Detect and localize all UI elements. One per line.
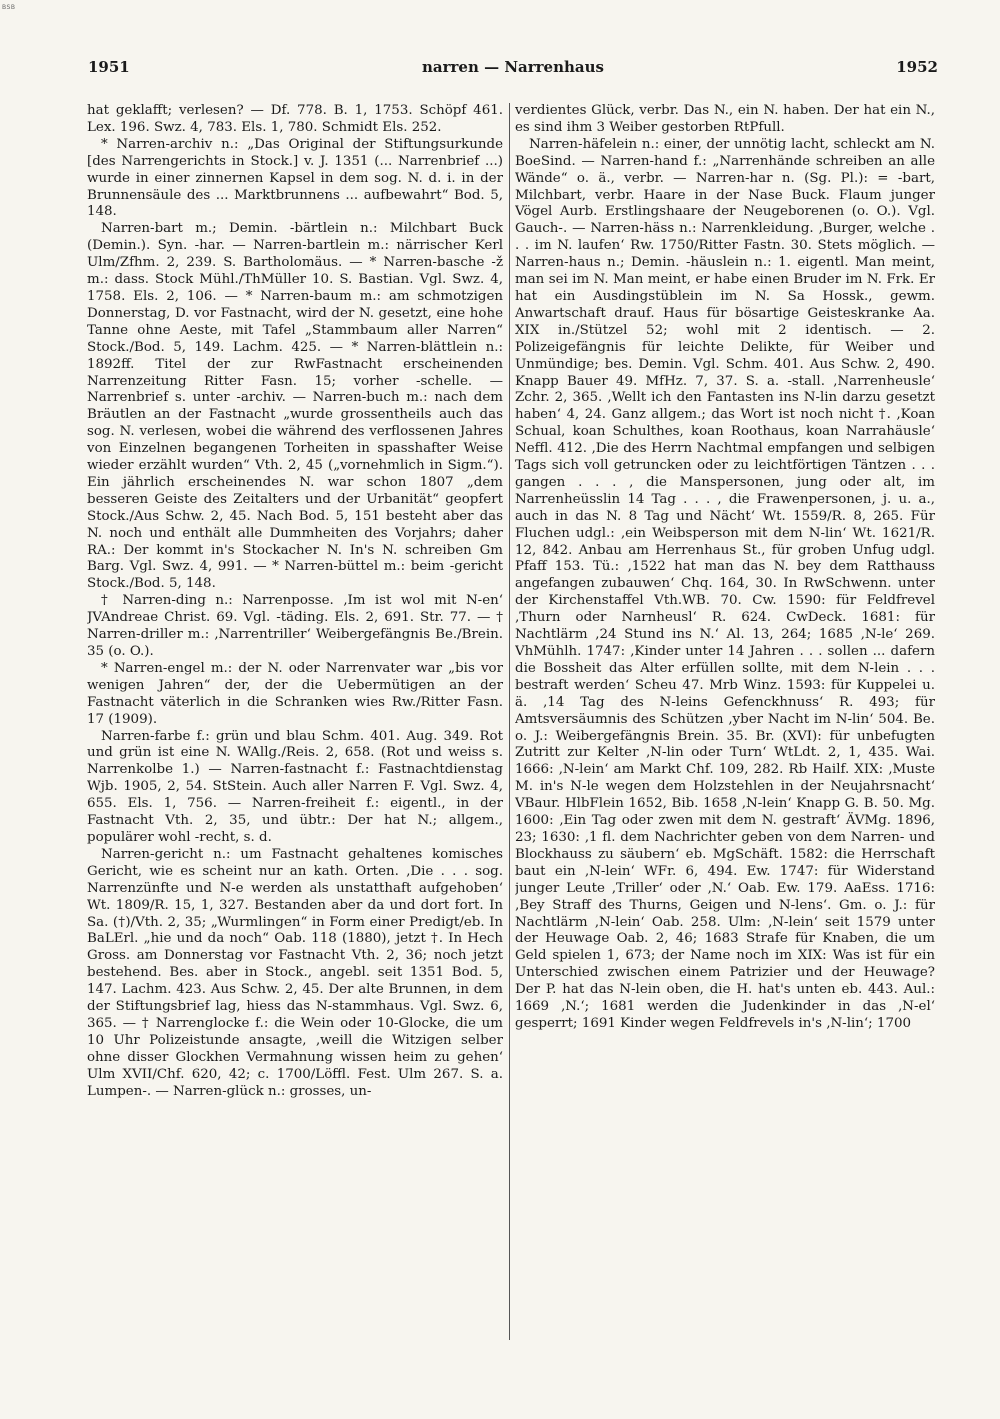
entry-narren-farbe: Narren-farbe f.: grün und blau Schm. 401. Aug. 349. Rot und grün ist eine N. WAllg./Reis. 2, 658. (Rot und weiss s. Narrenkolbe 1.) — Narren-fastnacht f.: Fastnachtdienstag Wjb. 1905, 2, 54. StStein. Auch aller Narren F. Vgl. Swz. 4, 655. Els. 1, 756. — Narren-freiheit f.: eigentl., in der Fastnacht Vth. 2, 35, und übtr.: Der hat N.; allgem., populärer wohl -recht, s. d. — [87, 728, 503, 845]
left-column — [87, 103, 503, 1100]
entry-narren-ding: † Narren-ding n.: Narrenposse. ‚Im ist wol mit N-en‘ JVAndreae Christ. 69. Vgl. -täding. Els. 2, 691. Str. 77. — † Narren-driller m.: ‚Narrentriller‘ Weibergefängnis Be./Brein. 35 (o. O.). — [87, 593, 503, 659]
column-divider — [509, 103, 510, 1340]
entry-narren-archiv: * Narren-archiv n.: „Das Original der Stiftungsurkunde [des Narrengerichts in Stock.] v. J. 1351 (... Narrenbrief ...) wurde in einer zinnernen Kapsel in dem sog. N. d. i. in der Brunnensäule des ... Marktbrunnens ... aufbewahrt“ Bod. 5, 148. — [87, 136, 503, 220]
running-title: narren — Narrenhaus — [422, 58, 604, 76]
page-header — [88, 58, 938, 78]
right-column — [515, 103, 935, 1033]
entry-continuation: verdientes Glück, verbr. Das N., ein N. haben. Der hat ein N., es sind ihm 3 Weiber gestorben RtPfull. — [515, 103, 935, 135]
page-number-left: 1951 — [88, 58, 130, 76]
entry-narren-bart: Narren-bart m.; Demin. -bärtlein n.: Milchbart Buck (Demin.). Syn. -har. — Narren-bartlein m.: närrischer Kerl Ulm/Zfhm. 2, 239. S. Bartholomäus. — * Narren-basche -ž m.: dass. Stock Mühl./ThMüller 10. S. Bastian. Vgl. Swz. 4, 1758. Els. 2, 106. — * Narren-baum m.: am schmotzigen Donnerstag, D. vor Fastnacht, wird der N. gesetzt, eine hohe Tanne ohne Aeste, mit Tafel „Stammbaum aller Narren“ Stock./Bod. 5, 149. Lachm. 425. — * Narren-blättlein n.: 1892ff. Titel der zur RwFastnacht erscheinenden Narrenzeitung Ritter Fasn. 15; vorher -schelle. — Narrenbrief s. unter -archiv. — Narren-buch m.: nach dem Bräutlen an der Fastnacht „wurde grossentheils auch das sog. N. verlesen, wobei die während des verflossenen Jahres von Einzelnen begangenen Torheiten in spasshafter Weise wieder erzählt wurden“ Vth. 2, 45 („vornehmlich in Sigm.“). Ein jährlich erscheinendes N. war schon 1807 „dem besseren Geiste des Zeitalters und der Urbanität“ geopfert Stock./Aus Schw. 2, 45. Nach Bod. 5, 151 besteht aber das N. noch und enthält alle Dummheiten des Vorjahrs; daher RA.: Der kommt in's Stockacher N. In's N. schreiben Gm Barg. Vgl. Swz. 4, 991. — * Narren-büttel m.: beim -gericht Stock./Bod. 5, 148. — [87, 221, 503, 592]
page-number-right: 1952 — [896, 58, 938, 76]
entry-narren-gericht: Narren-gericht n.: um Fastnacht gehaltenes komisches Gericht, wie es scheint nur an kath. Orten. ‚Die . . . sog. Narrenzünfte und N-e werden als unstatthaft aufgehoben‘ Wt. 1809/R. 15, 1, 327. Bestanden aber da und dort fort. In Sa. (†)/Vth. 2, 35; „Wurmlingen“ in Form einer Predigt/eb. In BaLErl. „hie und da noch“ Oab. 118 (1880), jetzt †. In Hech Gross. am Donnerstag vor Fastnacht Vth. 2, 36; noch jetzt bestehend. Bes. aber in Stock., angebl. seit 1351 Bod. 5, 147. Lachm. 423. Aus Schw. 2, 45. Der alte Brunnen, in dem der Stiftungsbrief lag, hiess das N-stammhaus. Vgl. Swz. 6, 365. — † Narrenglocke f.: die Wein oder 10-Glocke, die um 10 Uhr Polizeistunde ansagte, ‚weill die Witzigen selber ohne disser Glockhen Vermahnung wissen heim zu gehen‘ Ulm XVII/Chf. 620, 42; c. 1700/Löffl. Fest. Ulm 267. S. a. Lumpen-. — Narren-glück n.: grosses, un- — [87, 846, 503, 1099]
library-stamp: BSB — [2, 4, 16, 11]
entry-narren-haefelein: Narren-häfelein n.: einer, der unnötig lacht, schleckt am N. BoeSind. — Narren-hand f.: „Narrenhände schreiben an alle Wände“ o. ä., verbr. — Narren-har n. (Sg. Pl.): = -bart, Milchbart, verbr. Haare in der Nase Buck. Flaum junger Vögel Aurb. Erstlingshaare der Neugeborenen (o. O.). Vgl. Gauch-. — Narren-häss n.: Narrenkleidung. ‚Burger, welche . . . im N. laufen‘ Rw. 1750/Ritter Fastn. 30. Stets möglich. — Narren-haus n.; Demin. -häuslein n.: 1. eigentl. Man meint, man sei im N. Man meint, er habe einen Bruder im N. Frk. Er hat ein Ausdingstüblein im N. Sa Hossk., gewm. Anwartschaft drauf. Haus für bösartige Geisteskranke Aa. XIX in./Stützel 52; wohl mit 2 identisch. — 2. Polizeigefängnis für leichte Delikte, für Weiber und Unmündige; bes. Demin. Vgl. Schm. 401. Aus Schw. 2, 490. Knapp Bauer 49. MfHz. 7, 37. S. a. -stall. ‚Narrenheusle‘ Zchr. 2, 365. ‚Wellt ich den Fantasten ins N-lin darzu gesetzt haben‘ 4, 24. Ganz allgem.; das Wort ist noch nicht †. ‚Koan Schual, koan Schulthes, koan Roothaus, koan Narrahäusle‘ Neffl. 412. ‚Die des Herrn Nachtmal empfangen und selbigen Tags sich voll getruncken oder zu leichtförtigen Täntzen . . . gangen . . . , die Manspersonen, jung oder alt, im Narrenheüsslin 14 Tag . . . , die Frawenpersonen, j. u. a., auch in das N. 8 Tag und Nächt‘ Wt. 1559/R. 8, 265. Für Fluchen udgl.: ‚ein Weibsperson mit dem N-lin‘ Wt. 1621/R. 12, 842. Anbau am Herrenhaus St., für groben Unfug udgl. Pfaff 153. Tü.: ‚1522 hat man das N. bey dem Ratthauss angefangen zubauwen‘ Chq. 164, 30. In RwSchwenn. unter der Kirchenstaffel Vth.WB. 70. Cw. 1590: für Feldfrevel ‚Thurn oder Narnheusl‘ R. 624. CwDeck. 1681: für Nachtlärm ‚24 Stund ins N.‘ Al. 13, 264; 1685 ‚N-le‘ 269. VhMühlh. 1747: ‚Kinder unter 14 Jahren . . . sollen ... dafern die Bossheit das Alter erfüllen sollte, mit dem N-lein . . . bestraft werden‘ Scheu 47. Mrb Winz. 1593: für Kuppelei u. ä. ‚14 Tag des N-leins Gefenckhnuss‘ R. 493; für Amtsversäumnis des Schützen ‚yber Nacht im N-lin‘ 504. Be. o. J.: Weibergefängnis Brein. 35. Br. (XVI): für unbefugten Zutritt zur Kelter ‚N-lin oder Turn‘ WtLdt. 2, 1, 435. Wai. 1666: ‚N-lein‘ am Markt Chf. 109, 282. Rb Hailf. XIX: ‚Muste M. in's N-le wegen dem Holzstehlen in der Neujahrsnacht‘ VBaur. HlbFlein 1652, Bib. 1658 ‚N-lein‘ Knapp G. B. 50. Mg. 1600: ‚Ein Tag oder zwen mit dem N. gestraft‘ ÄVMg. 1896, 23; 1630: ‚1 fl. dem Nachrichter geben von dem Narren- und Blockhauss zu säubern‘ eb. MgSchäft. 1582: die Herrschaft baut ein ‚N-lein‘ WFr. 6, 494. Ew. 1747: für Widerstand junger Leute ‚Triller‘ oder ‚N.‘ Oab. Ew. 179. AaEss. 1716: ‚Bey Straff des Thurns, Geigen und N-lens‘. Gm. o. J.: für Nachtlärm ‚N-lein‘ Oab. 258. Ulm: ‚N-lein‘ seit 1579 unter der Heuwage Oab. 2, 46; 1683 Strafe für Knaben, die um Geld spielen 1, 673; der Name noch im XIX: Was ist für ein Unterschied zwischen einem Patrizier und der Heuwage? Der P. hat das N-lein oben, die H. hat's unten eb. 443. Aul.: 1669 ‚N.‘; 1681 werden die Judenkinder in das ‚N-el‘ gesperrt; 1691 Kinder wegen Feldfrevels in's ‚N-lin‘; 1700 — [515, 136, 935, 1031]
entry-continuation: hat geklafft; verlesen? — Df. 778. B. 1, 1753. Schöpf 461. Lex. 196. Swz. 4, 783. Els. 1, 780. Schmidt Els. 252. — [87, 103, 503, 135]
entry-narren-engel: * Narren-engel m.: der N. oder Narrenvater war „bis vor wenigen Jahren“ der, der die Uebermütigen an der Fastnacht väterlich in die Schranken wies Rw./Ritter Fasn. 17 (1909). — [87, 660, 503, 727]
